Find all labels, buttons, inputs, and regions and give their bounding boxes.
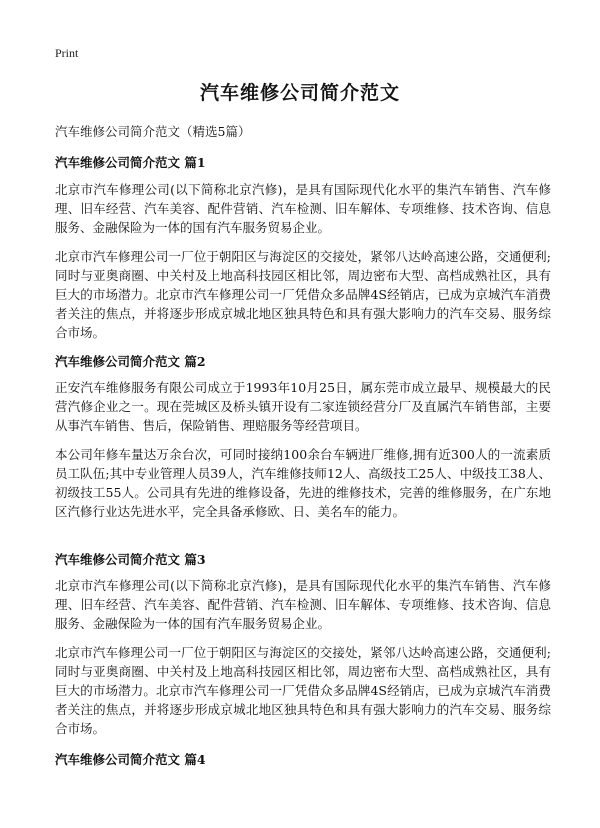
section-heading-1: 汽车维修公司简介范文 篇1: [55, 155, 206, 170]
document-subtitle: 汽车维修公司简介范文（精选5篇）: [55, 124, 251, 139]
section-2-paragraph-1: 正安汽车维修服务有限公司成立于1993年10月25日，属东莞市成立最早、规模最大的民营汽修企业之一。现在莞城区及桥头镇开设有二家连锁经营分厂及直属汽车销售部，主要从事汽车销售、售后，保险销售、理赔服务等经营项目。: [55, 380, 551, 433]
section-2-paragraph-2: 本公司年修车量达万余台次，可同时接纳100余台车辆进厂维修,拥有近300人的一流素质员工队伍;其中专业管理人员39人，汽车维修技师12人、高级技工25人、中级技工38人、初级技工55人。公司具有先进的维修设备，先进的维修技术，完善的维修服务，在广东地区汽修行业达先进水平，完全具备承修欧、日、美名车的能力。: [55, 447, 551, 519]
section-heading-4: 汽车维修公司简介范文 篇4: [55, 752, 206, 767]
section-1-paragraph-1: 北京市汽车修理公司(以下简称北京汽修)，是具有国际现代化水平的集汽车销售、汽车修理、旧车经营、汽车美容、配件营销、汽车检测、旧车解体、专项维修、技术咨询、信息服务、金融保险为一体的国有汽车服务贸易企业。: [55, 182, 551, 235]
page-title: 汽车维修公司简介范文: [199, 82, 400, 104]
section-heading-3: 汽车维修公司简介范文 篇3: [55, 552, 206, 567]
section-1-paragraph-2: 北京市汽车修理公司一厂位于朝阳区与海淀区的交接处，紧邻八达岭高速公路，交通便利;同时与亚奥商圈、中关村及上地高科技园区相比邻，周边密布大型、高档成熟社区，具有巨大的市场潜力。北京市汽车修理公司一厂凭借众多品牌4S经销店，已成为京城汽车消费者关注的焦点，并将逐步形成京城北地区独具特色和具有强大影响力的汽车交易、服务综合市场。: [55, 249, 551, 340]
section-heading-2: 汽车维修公司简介范文 篇2: [55, 354, 206, 369]
section-3-paragraph-2: 北京市汽车修理公司一厂位于朝阳区与海淀区的交接处，紧邻八达岭高速公路，交通便利;同时与亚奥商圈、中关村及上地高科技园区相比邻，周边密布大型、高档成熟社区，具有巨大的市场潜力。北京市汽车修理公司一厂凭借众多品牌4S经销店，已成为京城汽车消费者关注的焦点，并将逐步形成京城北地区独具特色和具有强大影响力的汽车交易、服务综合市场。: [55, 645, 551, 736]
section-3-paragraph-1: 北京市汽车修理公司(以下简称北京汽修)，是具有国际现代化水平的集汽车销售、汽车修理、旧车经营、汽车美容、配件营销、汽车检测、旧车解体、专项维修、技术咨询、信息服务、金融保险为一体的国有汽车服务贸易企业。: [55, 578, 551, 631]
print-label: Print: [55, 46, 79, 60]
